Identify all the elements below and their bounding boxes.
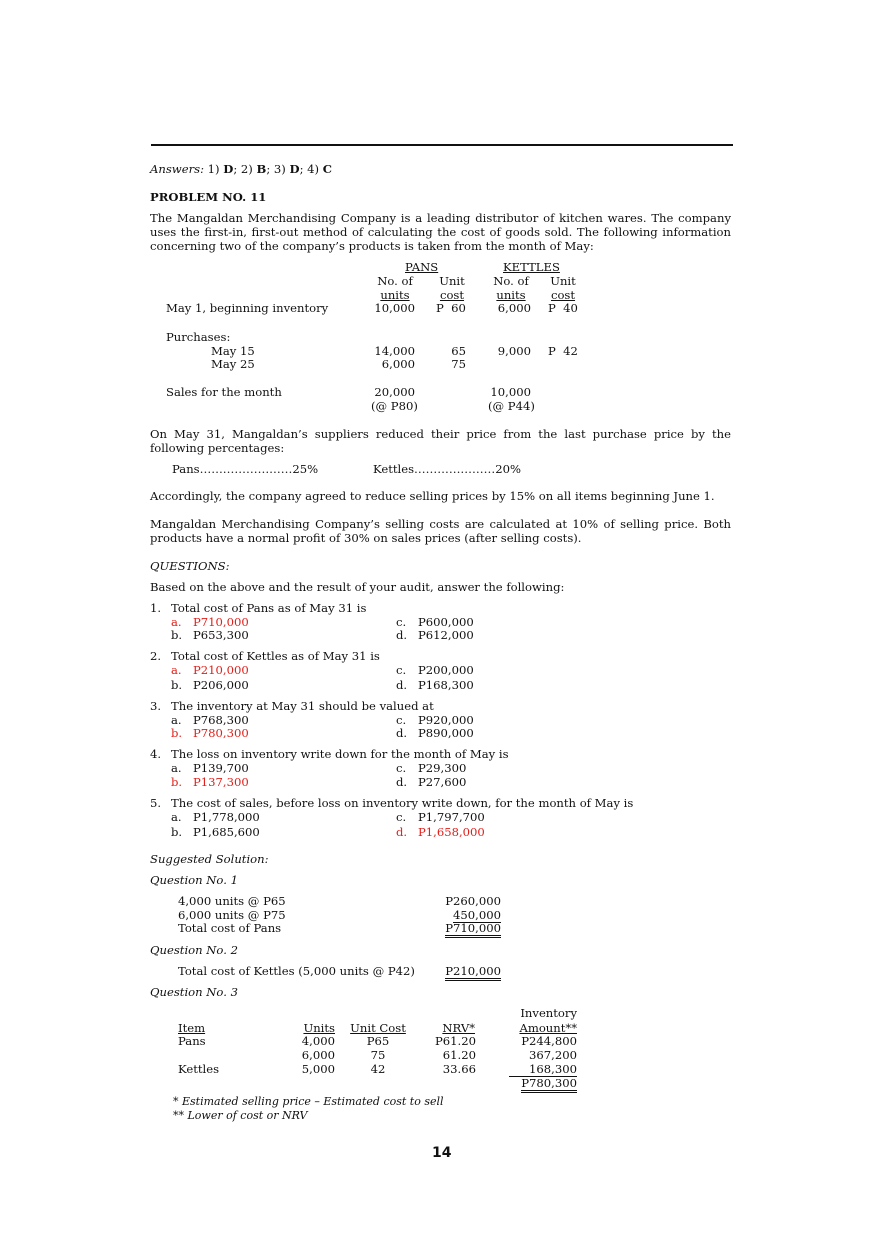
q1-total-value: P710,000 bbox=[445, 921, 501, 938]
question-4-option-c-letter: c. bbox=[396, 761, 407, 775]
question-2-option-d-letter: d. bbox=[396, 678, 408, 692]
may31-paragraph: On May 31, Mangaldan’s suppliers reduced their price from the last purchase price by the following percentages: bbox=[150, 427, 731, 455]
page-number: 14 bbox=[432, 1145, 452, 1161]
question-5-option-b-letter: b. bbox=[171, 825, 183, 839]
row-may15-label: May 15 bbox=[211, 344, 255, 358]
nrv-header-nrv: NRV* bbox=[442, 1021, 475, 1035]
nrv-header-units: Units bbox=[303, 1021, 335, 1035]
nrv-row-2-unit-cost: 75 bbox=[370, 1048, 386, 1062]
question-5-text: The cost of sales, before loss on inventory write down, for the month of May is bbox=[171, 796, 634, 810]
row-sales-label: Sales for the month bbox=[166, 385, 282, 399]
kettles-percentage: Kettles…………………20% bbox=[373, 462, 521, 476]
nrv-row-2-units: 6,000 bbox=[301, 1048, 335, 1062]
nrv-row-2-amount: 367,200 bbox=[529, 1048, 577, 1062]
nrv-header-amount: Amount** bbox=[519, 1021, 577, 1035]
question-4-option-d-letter: d. bbox=[396, 775, 408, 789]
question-2-num: 2. bbox=[150, 649, 162, 663]
q2-total-value: P210,000 bbox=[445, 964, 501, 981]
answer-2: B bbox=[256, 162, 267, 176]
q2-solution-label: Question No. 2 bbox=[150, 943, 238, 957]
question-4-option-c: P29,300 bbox=[418, 761, 467, 775]
nrv-row-3-nrv: 33.66 bbox=[442, 1062, 476, 1076]
answer-1: D bbox=[223, 162, 234, 176]
nrv-row-1-unit-cost: P65 bbox=[366, 1034, 390, 1048]
question-4-option-a: P139,700 bbox=[193, 761, 249, 775]
question-3-option-b-letter: b. bbox=[171, 726, 183, 740]
row-beginning-label: May 1, beginning inventory bbox=[166, 301, 329, 315]
row-sales-kettles-units: 10,000 bbox=[490, 385, 531, 399]
answers-pre1: 1) bbox=[207, 162, 224, 176]
row-may15-kettles-units: 9,000 bbox=[497, 344, 531, 358]
answer-3: D bbox=[289, 162, 300, 176]
answer-4: C bbox=[322, 162, 332, 176]
question-2-text: Total cost of Kettles as of May 31 is bbox=[171, 649, 380, 663]
nrv-row-1-units: 4,000 bbox=[301, 1034, 335, 1048]
purchases-label: Purchases: bbox=[166, 330, 231, 344]
question-4-option-a-letter: a. bbox=[171, 761, 182, 775]
selling-costs-paragraph: Mangaldan Merchandising Company’s selling costs are calculated at 10% of selling price. Both products have a normal profit of 30% on sales prices (after selling costs). bbox=[150, 517, 731, 545]
pans-header: PANS bbox=[405, 260, 439, 274]
question-2-option-c: P200,000 bbox=[418, 663, 474, 677]
question-1-option-d-letter: d. bbox=[396, 628, 408, 642]
row-may25-pans-cost: 75 bbox=[451, 357, 466, 371]
question-3-option-a: P768,300 bbox=[193, 713, 249, 727]
kettles-cost-h1: Unit bbox=[550, 274, 576, 288]
q1-line-1-label: 4,000 units @ P65 bbox=[178, 894, 286, 908]
question-1-text: Total cost of Pans as of May 31 is bbox=[171, 601, 367, 615]
question-4-option-b-letter: b. bbox=[171, 775, 183, 789]
kettles-units-h2: units bbox=[496, 288, 526, 302]
accordingly-paragraph: Accordingly, the company agreed to reduce selling prices by 15% on all items beginning June 1. bbox=[150, 489, 715, 503]
suggested-solution-label: Suggested Solution: bbox=[150, 852, 269, 866]
q1-solution-label: Question No. 1 bbox=[150, 873, 238, 887]
question-3-text: The inventory at May 31 should be valued at bbox=[171, 699, 434, 713]
answers-pre2: ; 2) bbox=[233, 162, 257, 176]
nrv-row-3-unit-cost: 42 bbox=[370, 1062, 386, 1076]
pans-units-h2: units bbox=[380, 288, 410, 302]
pans-percentage: Pans……………………25% bbox=[172, 462, 319, 476]
problem-title: PROBLEM NO. 11 bbox=[150, 190, 267, 204]
header-rule bbox=[151, 144, 733, 146]
nrv-row-3-item: Kettles bbox=[178, 1062, 220, 1076]
question-1-num: 1. bbox=[150, 601, 162, 615]
pans-cost-h1: Unit bbox=[439, 274, 465, 288]
question-5-option-b: P1,685,600 bbox=[193, 825, 260, 839]
row-may25-label: May 25 bbox=[211, 357, 255, 371]
question-3-option-c: P920,000 bbox=[418, 713, 474, 727]
question-2-option-a: P210,000 bbox=[193, 663, 249, 677]
questions-label: QUESTIONS: bbox=[150, 559, 230, 573]
question-2-option-d: P168,300 bbox=[418, 678, 474, 692]
footnote-2: ** Lower of cost or NRV bbox=[173, 1109, 308, 1122]
question-2-option-a-letter: a. bbox=[171, 663, 182, 677]
nrv-row-2-nrv: 61.20 bbox=[442, 1048, 476, 1062]
nrv-row-3-units: 5,000 bbox=[301, 1062, 335, 1076]
question-1-option-c-letter: c. bbox=[396, 615, 407, 629]
question-4-option-d: P27,600 bbox=[418, 775, 467, 789]
question-3-option-c-letter: c. bbox=[396, 713, 407, 727]
question-2-option-b: P206,000 bbox=[193, 678, 249, 692]
pans-units-h1: No. of bbox=[377, 274, 413, 288]
nrv-row-3-amount: 168,300 bbox=[509, 1062, 577, 1077]
row-may15-pans-cost: 65 bbox=[451, 344, 466, 358]
row-may15-kettles-cost: P 42 bbox=[548, 344, 578, 358]
question-1-option-c: P600,000 bbox=[418, 615, 474, 629]
row-sales-pans-price: (@ P80) bbox=[371, 399, 418, 413]
question-5-option-d: P1,658,000 bbox=[418, 825, 485, 839]
answers-pre3: ; 3) bbox=[266, 162, 290, 176]
question-2-option-b-letter: b. bbox=[171, 678, 183, 692]
kettles-header: KETTLES bbox=[503, 260, 560, 274]
question-4-text: The loss on inventory write down for the month of May is bbox=[171, 747, 509, 761]
question-5-option-d-letter: d. bbox=[396, 825, 408, 839]
kettles-cost-h2: cost bbox=[550, 288, 576, 302]
question-5-num: 5. bbox=[150, 796, 162, 810]
row-may15-pans-units: 14,000 bbox=[374, 344, 415, 358]
question-5-option-a: P1,778,000 bbox=[193, 810, 260, 824]
nrv-total-amount: P780,300 bbox=[521, 1076, 577, 1093]
question-3-option-a-letter: a. bbox=[171, 713, 182, 727]
nrv-header-item: Item bbox=[178, 1021, 206, 1035]
kettles-units-h1: No. of bbox=[493, 274, 529, 288]
question-1-option-a-letter: a. bbox=[171, 615, 182, 629]
based-on-line: Based on the above and the result of your audit, answer the following: bbox=[150, 580, 565, 594]
answers-label: Answers: bbox=[150, 162, 204, 176]
q1-line-1-value: P260,000 bbox=[445, 894, 501, 908]
question-1-option-d: P612,000 bbox=[418, 628, 474, 642]
nrv-header-unit-cost: Unit Cost bbox=[350, 1021, 406, 1035]
question-3-option-d: P890,000 bbox=[418, 726, 474, 740]
question-5-option-c: P1,797,700 bbox=[418, 810, 485, 824]
question-3-option-d-letter: d. bbox=[396, 726, 408, 740]
question-1-option-b-letter: b. bbox=[171, 628, 183, 642]
nrv-header-inventory: Inventory bbox=[520, 1006, 577, 1020]
footnote-1: * Estimated selling price – Estimated cost to sell bbox=[173, 1095, 444, 1108]
nrv-row-1-item: Pans bbox=[178, 1034, 206, 1048]
question-3-option-b: P780,300 bbox=[193, 726, 249, 740]
row-sales-pans-units: 20,000 bbox=[374, 385, 415, 399]
q2-line-1-label: Total cost of Kettles (5,000 units @ P42) bbox=[178, 964, 415, 978]
question-2-option-c-letter: c. bbox=[396, 663, 407, 677]
question-1-option-a: P710,000 bbox=[193, 615, 249, 629]
q1-line-2-label: 6,000 units @ P75 bbox=[178, 908, 286, 922]
row-beginning-kettles-cost: P 40 bbox=[548, 301, 578, 315]
row-beginning-pans-units: 10,000 bbox=[374, 301, 415, 315]
question-3-num: 3. bbox=[150, 699, 162, 713]
question-4-num: 4. bbox=[150, 747, 162, 761]
nrv-row-1-nrv: P61.20 bbox=[435, 1034, 476, 1048]
answers-pre4: ; 4) bbox=[299, 162, 323, 176]
q3-solution-label: Question No. 3 bbox=[150, 985, 238, 999]
answers-line bbox=[150, 162, 332, 176]
question-5-option-c-letter: c. bbox=[396, 810, 407, 824]
question-4-option-b: P137,300 bbox=[193, 775, 249, 789]
row-sales-kettles-price: (@ P44) bbox=[488, 399, 535, 413]
q1-line-2-value: 450,000 bbox=[453, 908, 501, 922]
row-may25-pans-units: 6,000 bbox=[381, 357, 415, 371]
question-1-option-b: P653,300 bbox=[193, 628, 249, 642]
row-beginning-pans-cost: P 60 bbox=[436, 301, 466, 315]
nrv-row-1-amount: P244,800 bbox=[521, 1034, 577, 1048]
pans-cost-h2: cost bbox=[439, 288, 465, 302]
question-5-option-a-letter: a. bbox=[171, 810, 182, 824]
intro-paragraph: The Mangaldan Merchandising Company is a leading distributor of kitchen wares. The company uses the first-in, first-out method of calculating the cost of goods sold. The following information concerning two of the company’s products is taken from the month of May: bbox=[150, 211, 731, 253]
row-beginning-kettles-units: 6,000 bbox=[497, 301, 531, 315]
q1-total-label: Total cost of Pans bbox=[178, 921, 282, 935]
